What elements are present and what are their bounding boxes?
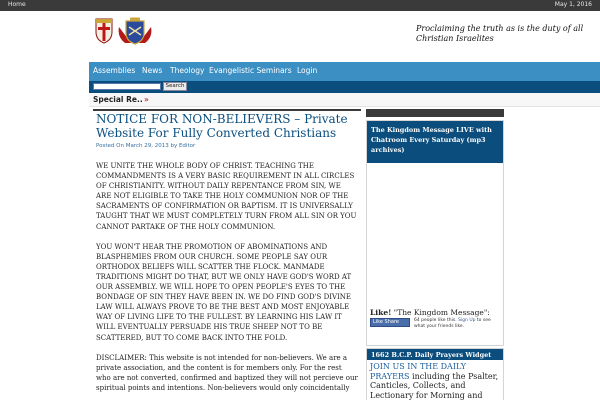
home-link[interactable]: Home xyxy=(8,1,26,8)
facebook-like-count xyxy=(414,318,502,330)
nav-item-login[interactable]: Login xyxy=(297,66,318,75)
nav-item-news[interactable]: News xyxy=(142,66,163,75)
like-suffix-text: to see what your friends like. xyxy=(414,318,491,329)
daily-prayers-widget xyxy=(366,348,504,400)
left-gutter xyxy=(0,60,89,400)
facebook-signup-link[interactable]: Sign Up xyxy=(458,318,476,323)
special-reports-label[interactable]: Special Re.. xyxy=(93,95,143,104)
current-date: May 1, 2016 xyxy=(554,1,592,8)
search-bar xyxy=(89,81,600,93)
article-paragraph: WE UNITE THE WHOLE BODY OF CHRIST. TEACHING THE COMMANDMENTS IS A VERY BASIC REQUIREMENT IN ALL CIRCLES OF CHRISTIANITY. WITHOUT DAILY REPENTANCE FROM SIN, WE ARE NOT ELIGIBLE TO TAKE THE HOLY COMMUNION NOR OF THE SACRAMENTS OF CONFIRMATION OR BAPTISM. IT IS UNIVERSALLY TAUGHT THAT WE MUST COMPLETELY TURN FROM ALL SIN OR YOU CANNOT PARTAKE OF THE HOLY COMMUNION. xyxy=(96,162,357,231)
article-title[interactable]: NOTICE FOR NON-BELIEVERS – Private Website For Fully Converted Christians xyxy=(96,112,348,140)
main-nav xyxy=(89,62,600,81)
top-bar xyxy=(0,0,600,11)
site-header xyxy=(0,11,600,60)
nav-item-evangelistic-seminars[interactable]: Evangelistic Seminars xyxy=(209,66,292,75)
article-body xyxy=(96,161,358,400)
search-button[interactable]: Search xyxy=(163,82,187,91)
like-prefix: Like! xyxy=(370,308,392,317)
widget-title: 1662 B.C.P. Daily Prayers Widget xyxy=(371,351,492,359)
ticker-next-arrow[interactable]: » xyxy=(144,95,149,104)
widget-header xyxy=(367,349,503,360)
article-meta: Posted On March 29, 2013 by Editor xyxy=(96,143,196,149)
facebook-like-button[interactable]: Like Share xyxy=(370,318,410,327)
search-input[interactable] xyxy=(93,83,161,90)
like-count-text: 64 people like this. xyxy=(414,318,457,323)
cross-shield-icon[interactable] xyxy=(95,18,113,44)
widget-header xyxy=(367,121,503,163)
nav-item-theology[interactable]: Theology xyxy=(170,66,205,75)
article-paragraph: DISCLAIMER: This website is not intended for non-believers. We are a private association, and the content is for members only. For the rest who are not converted, confirmed and baptized they will not percieve our spiritual points and intentions. Non-believers would only coincidentally xyxy=(96,353,358,392)
kingdom-message-widget xyxy=(366,120,504,346)
join-daily-prayers-link[interactable]: JOIN US IN THE DAILY PRAYERS xyxy=(370,362,467,381)
sidebar-top-rule xyxy=(366,109,504,117)
special-reports-ticker xyxy=(89,93,600,107)
daily-prayers-text: including the Psalter, Canticles, Collects, and Lectionary for Morning and xyxy=(370,371,499,400)
article-paragraph: YOU WON'T HEAR THE PROMOTION OF ABOMINATIONS AND BLASPHEMIES FROM OUR CHURCH. SOME PEOPLE SAY OUR ORTHODOX BELIEFS WILL SCATTER THE FLOCK. MANMADE TRADITIONS MIGHT DO THAT, BUT WE ONLY HAVE GOD'S WORD AT OUR ASSEMBLY. WE WILL HOPE TO OPEN PEOPLE'S EYES TO THE BONDAGE OF SIN THEY HAVE BEEN IN. WE DO FIND GOD'S DIVINE LAW WILL ALWAYS PROVE TO BE THE BEST AND MOST ENJOYABLE WAY OF LIVING LIFE TO THE FULLEST. BY LEARNING HIS LAW IT WILL EVENTUALLY PERSUADE HIS TRUE SHEEP NOT TO BE SCATTERED, BUT TO COME BACK INTO THE FOLD. xyxy=(96,242,352,342)
facebook-like-heading xyxy=(370,308,490,317)
site-tagline: Proclaiming the truth as is the duty of all Christian Israelites xyxy=(416,24,584,43)
widget-title: The Kingdom Message LIVE with Chatroom Every Saturday (mp3 archives) xyxy=(371,126,492,154)
daily-prayers-description xyxy=(370,362,502,400)
like-page-name: "The Kingdom Message": xyxy=(391,308,490,317)
nav-item-assemblies[interactable]: Assemblies xyxy=(93,66,136,75)
article-top-rule xyxy=(93,109,361,111)
crest-icon[interactable] xyxy=(117,17,153,45)
